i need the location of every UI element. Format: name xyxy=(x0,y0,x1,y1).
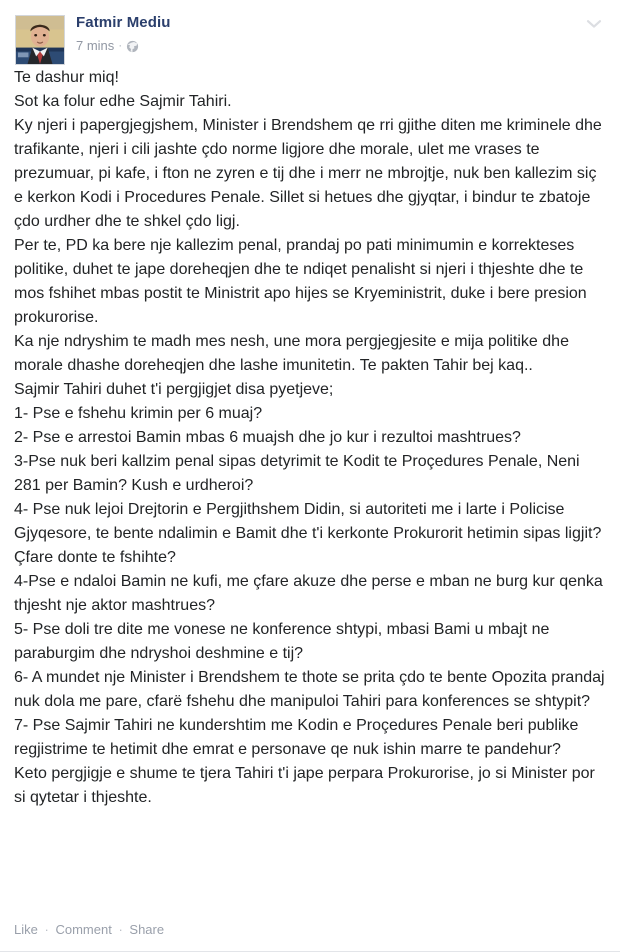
post-line: Keto pergjigje e shume te tjera Tahiri t'i jape perpara Prokurorise, jo si Minister por si qytetar i thjeshte. xyxy=(14,765,595,806)
post-line: 3-Pse nuk beri kallzim penal sipas detyrimit te Kodit te Proçedures Penale, Neni 281 per Bamin? Kush e urdheroi? xyxy=(14,453,580,494)
post-options-button[interactable] xyxy=(580,12,608,36)
footer-separator: · xyxy=(44,922,49,937)
post-line: Te dashur miq! xyxy=(14,69,119,86)
post-line: 1- Pse e fshehu krimin per 6 muaj? xyxy=(14,405,263,422)
post-line: 2- Pse e arrestoi Bamin mbas 6 muajsh dhe jo kur i rezultoi mashtrues? xyxy=(14,429,521,446)
post-header-text xyxy=(76,14,171,53)
post-line: Per te, PD ka bere nje kallezim penal, prandaj po pati minimumin e korrekteses politike, duhet te jape doreheqjen dhe te ndiqet penalisht si njeri i thjeshte dhe te mos fshihet mbas postit te Ministrit apo hijes se Kryeministrit, duke i bere presion prokurorise. xyxy=(14,237,587,326)
post-line: 4-Pse e ndaloi Bamin ne kufi, me çfare akuze dhe perse e mban ne burg kur qenka thjesht nje aktor mashtrues? xyxy=(14,573,603,614)
post-meta xyxy=(76,38,171,53)
post-timestamp[interactable]: 7 mins xyxy=(76,38,115,53)
post-line: 7- Pse Sajmir Tahiri ne kundershtim me Kodin e Proçedures Penale beri publike regjistrime te hetimit dhe emrat e personave qe nuk ishin marre te pandehur? xyxy=(14,717,579,758)
author-name[interactable]: Fatmir Mediu xyxy=(76,14,171,31)
footer-separator: · xyxy=(118,922,123,937)
profile-photo-image xyxy=(16,16,64,64)
comment-button[interactable]: Comment xyxy=(55,922,112,937)
post-line: Sajmir Tahiri duhet t'i pergjigjet disa pyetjeve; xyxy=(14,381,334,398)
avatar[interactable] xyxy=(15,15,65,65)
chevron-down-icon xyxy=(586,19,602,29)
post-line: Sot ka folur edhe Sajmir Tahiri. xyxy=(14,93,232,110)
post-line: 5- Pse doli tre dite me vonese ne konference shtypi, mbasi Bami u mbajt ne paraburgim dhe ndryshoi deshmine e tij? xyxy=(14,621,550,662)
post-line: Ka nje ndryshim te madh mes nesh, une mora pergjegjesite e mija politike dhe morale dhashe doreheqjen dhe lashe imunitetin. Te pakten Tahir bej kaq.. xyxy=(14,333,569,374)
share-button[interactable]: Share xyxy=(129,922,165,937)
post-line: 4- Pse nuk lejoi Drejtorin e Pergjithshem Didin, si autoriteti me i larte i Policise Gjyqesore, te bente ndalimin e Bamit dhe t'i kerkonte Prokurorit hetimin sipas ligjit? Çfare donte te fshihte? xyxy=(14,501,602,566)
post-line: 6- A mundet nje Minister i Brendshem te thote se prita çdo te bente Opozita prandaj nuk dola me pare, cfarë fshehu dhe manipuloi Tahiri para konferences se shtypit? xyxy=(14,669,605,710)
meta-separator: · xyxy=(118,38,123,52)
post-actions xyxy=(0,922,620,938)
post-line: Ky njeri i papergjegjshem, Minister i Brendshem qe rri gjithe diten me kriminele dhe trafikante, njeri i cili jashte çdo norme ligjore dhe morale, ulet me vrases te prezumuar, pi kafe, i fton ne zyren e tij dhe i merr ne mbrojtje, nuk ben kallezim siç e kerkon Kodi i Procedures Penale. Sillet si hetues dhe gjyqtar, i bindur te zbatoje çdo urdher dhe te shkel çdo ligj. xyxy=(14,117,602,230)
like-button[interactable]: Like xyxy=(14,922,38,937)
post-message xyxy=(0,66,620,810)
post-header xyxy=(0,0,620,66)
globe-icon[interactable] xyxy=(126,40,139,53)
